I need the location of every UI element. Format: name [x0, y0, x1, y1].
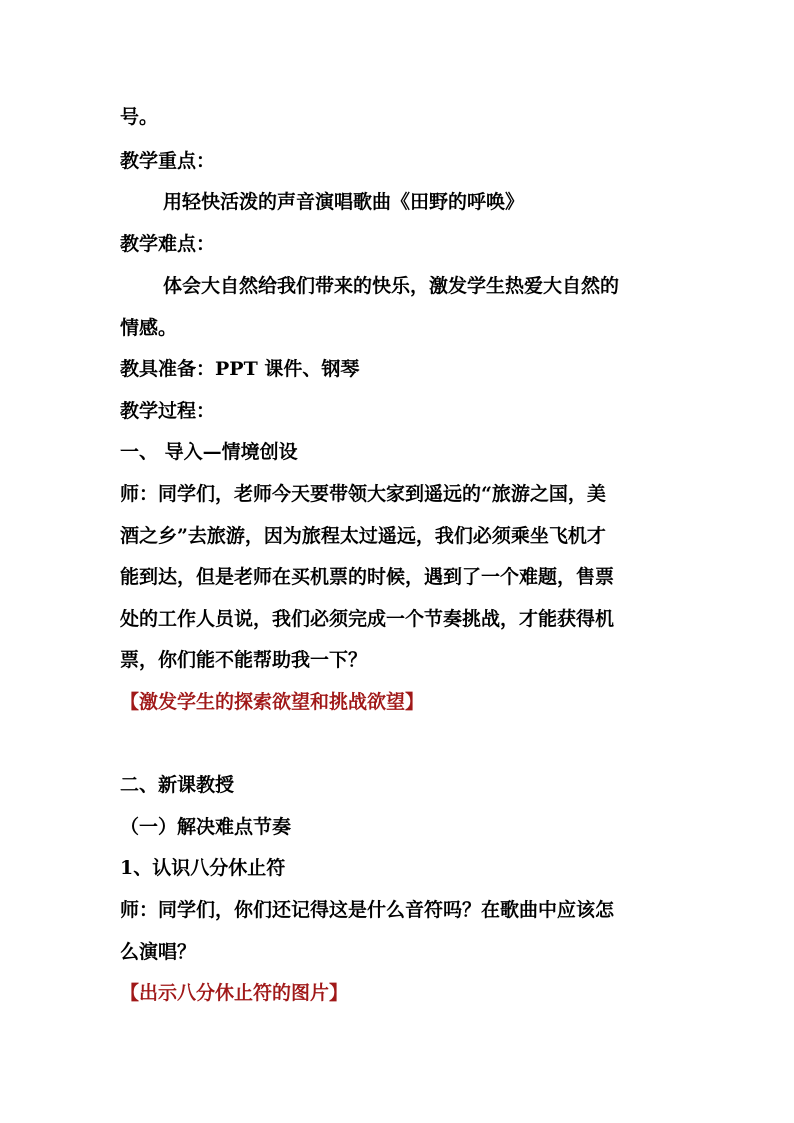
text-line: 体会大自然给我们带来的快乐，激发学生热爱大自然的 [163, 275, 620, 297]
text-line: 师：同学们，老师今天要带领大家到遥远的“旅游之国，美 [120, 483, 606, 505]
annotation-note: 【出示八分休止符的图片】 [120, 982, 349, 1004]
section-heading-process: 教学过程： [120, 400, 216, 422]
section-heading-key-points: 教学重点： [120, 150, 216, 172]
section-heading-intro: 一、 导入—情境创设 [120, 441, 298, 463]
subsection-heading: （一）解决难点节奏 [120, 816, 292, 838]
text-line: 票，你们能不能帮助我一下？ [120, 649, 368, 671]
annotation-note: 【激发学生的探索欲望和挑战欲望】 [120, 691, 425, 713]
section-heading-difficulties: 教学难点： [120, 233, 216, 255]
text-line: 情感。 [120, 317, 178, 339]
subsection-heading: 1、认识八分休止符 [120, 857, 286, 879]
text-line: 么演唱？ [120, 941, 197, 963]
text-line: 师：同学们，你们还记得这是什么音符吗？在歌曲中应该怎 [120, 899, 615, 921]
section-heading-teaching-aids: 教具准备：PPT 课件、钢琴 [120, 358, 360, 380]
text-line: 能到达，但是老师在买机票的时候，遇到了一个难题，售票 [120, 566, 615, 588]
text-line: 处的工作人员说，我们必须完成一个节奏挑战，才能获得机 [120, 608, 615, 630]
text-line: 酒之乡”去旅游，因为旅程太过遥远，我们必须乘坐飞机才 [120, 525, 606, 547]
text-line: 号。 [120, 106, 159, 128]
text-line: 用轻快活泼的声音演唱歌曲《田野的呼唤》 [163, 191, 525, 213]
section-heading-new-lesson: 二、新课教授 [120, 774, 235, 796]
